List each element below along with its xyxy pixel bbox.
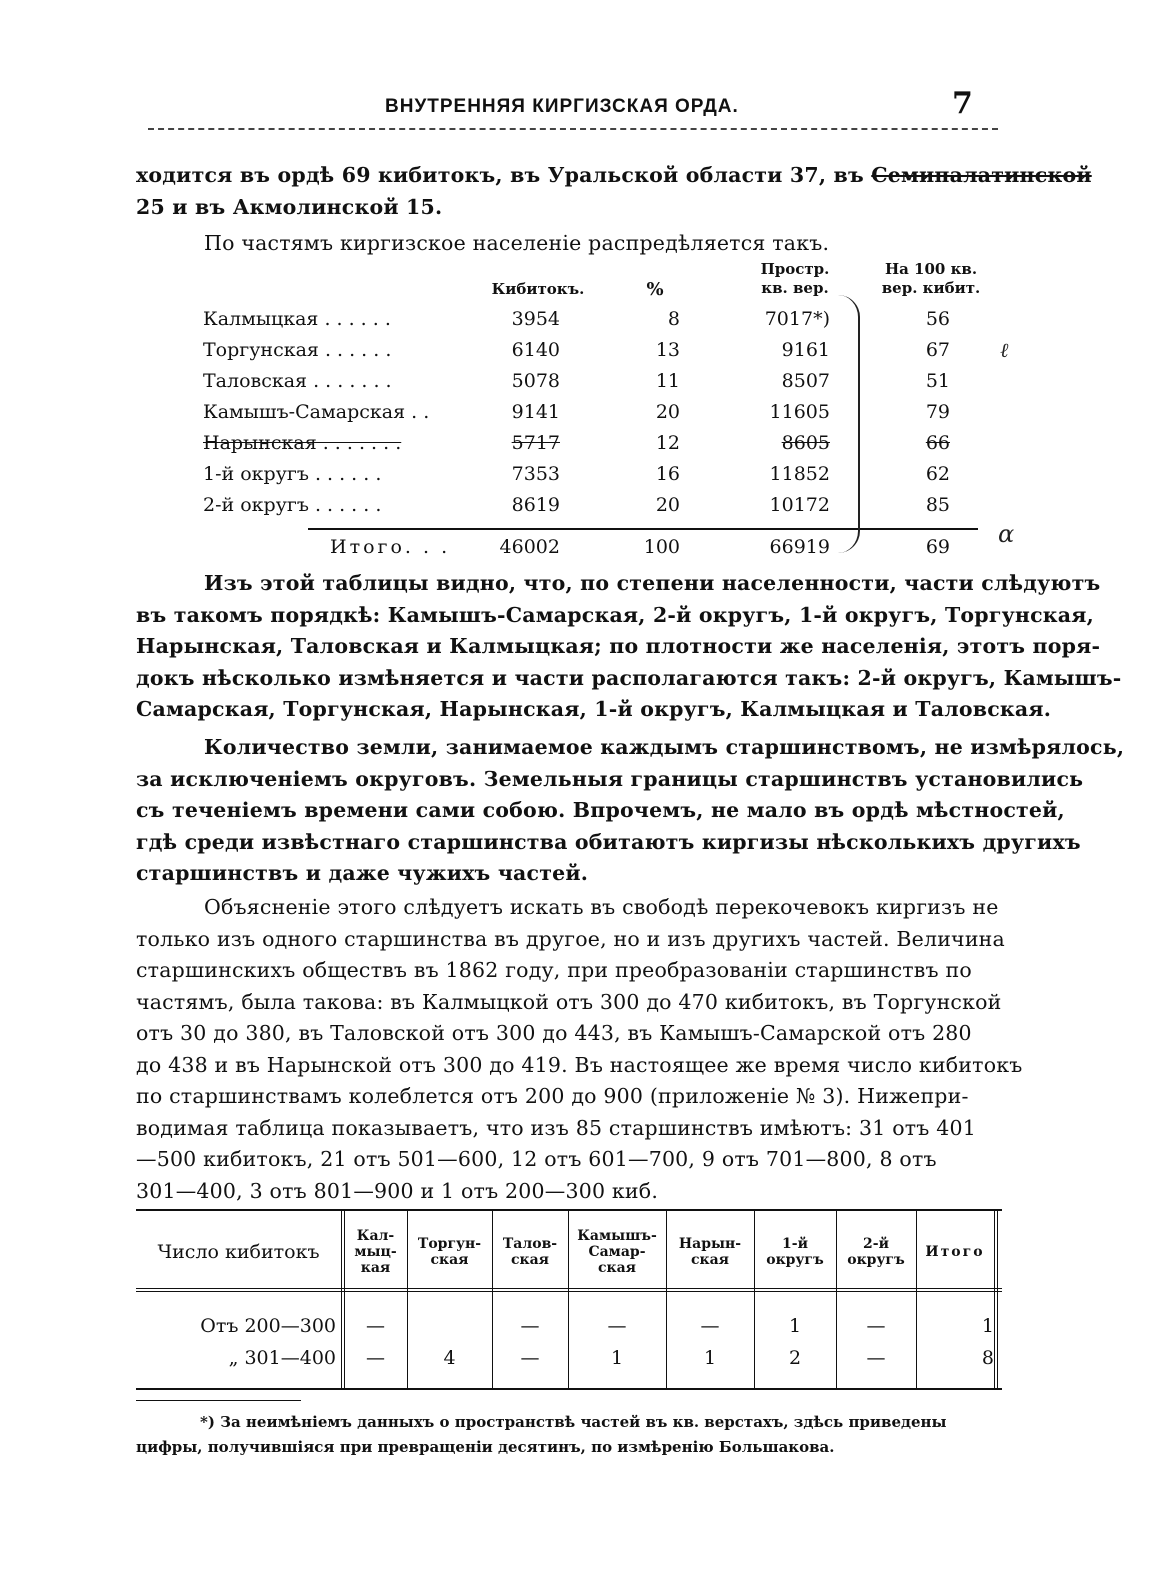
- row-kibitok: 3954: [511, 308, 560, 330]
- intro-line-2: 25 и въ Акмолинской 15.: [136, 194, 443, 219]
- cell: 8: [981, 1347, 994, 1369]
- col-header-count: Число кибитокъ: [157, 1241, 320, 1263]
- row-percent: 13: [655, 339, 680, 361]
- cell: —: [366, 1347, 385, 1369]
- col-header-total: Итого: [925, 1244, 985, 1260]
- row-kibitok: 9141: [511, 401, 560, 423]
- table-row: [200, 308, 1000, 338]
- cell: 1: [703, 1347, 717, 1369]
- row-name: 1-й округъ . . . . . .: [203, 463, 382, 485]
- col-header-naryn: Нарын- ская: [678, 1236, 742, 1268]
- cell: 4: [443, 1347, 456, 1369]
- row-label: Отъ 200—300: [200, 1315, 336, 1337]
- row-density: 85: [925, 494, 950, 516]
- row-area: 8605: [781, 432, 830, 454]
- row-percent: 20: [655, 401, 680, 423]
- intro-line-1-text: ходится въ ордѣ 69 кибитокъ, въ Уральской области 37, въ: [136, 163, 872, 187]
- column-divider: [994, 1211, 998, 1388]
- margin-pencil-mark: ℓ: [1000, 338, 1009, 362]
- row-name: Камышъ-Самарская . .: [203, 401, 430, 423]
- footnote-line-1: *) За неимѣніемъ данныхъ о пространствѣ частей въ кв. верстахъ, здѣсь приведены: [200, 1413, 947, 1431]
- row-area: 8507: [781, 370, 830, 392]
- paragraph-explanation: [136, 892, 1023, 1207]
- total-percent: 100: [643, 536, 680, 558]
- cell: —: [520, 1315, 540, 1337]
- table-header-rule: [136, 1288, 1002, 1292]
- table-row-struck: [200, 432, 1000, 462]
- col-header-okrug2: 2-й округъ: [847, 1236, 905, 1268]
- row-kibitok: 8619: [511, 494, 560, 516]
- table-row: [200, 463, 1000, 493]
- intro-line-1-struck: Семипалатинской: [871, 163, 1092, 187]
- row-kibitok: 5717: [511, 432, 560, 454]
- row-density: 56: [925, 308, 950, 330]
- text-line: за исключеніемъ округовъ. Земельныя границы старшинствъ установились: [136, 766, 1084, 791]
- col-header-talov: Талов- ская: [502, 1236, 558, 1268]
- text-line: Нарынская, Таловская и Калмыцкая; по плотности же населенія, этотъ поря-: [136, 634, 1101, 658]
- footnote-rule: [136, 1400, 301, 1401]
- col-header-density: [876, 260, 986, 298]
- page-number: 7: [952, 86, 973, 121]
- row-area: 7017*): [764, 308, 830, 330]
- row-name: 2-й округъ . . . . . .: [203, 494, 382, 516]
- total-kibitok: 46002: [499, 536, 560, 558]
- row-name: Нарынская . . . . . . .: [203, 432, 402, 454]
- table-row: [200, 339, 1000, 369]
- col-header-kibitok: Кибитокъ.: [491, 280, 585, 298]
- row-percent: 11: [655, 370, 680, 392]
- cell: 1: [610, 1347, 624, 1369]
- table-row: [200, 494, 1000, 524]
- text-line: 301—400, 3 отъ 801—900 и 1 отъ 200—300 киб.: [136, 1178, 659, 1203]
- row-percent: 12: [655, 432, 680, 454]
- row-kibitok: 7353: [511, 463, 560, 485]
- table-lead-text: По частямъ киргизское населеніе распредѣляется такъ.: [204, 231, 830, 255]
- text-line: до 438 и въ Нарынской отъ 300 до 419. Въ настоящее же время число кибитокъ: [136, 1052, 1023, 1077]
- paragraph-land: [136, 732, 1125, 890]
- text-line: докъ нѣсколько измѣняется и части располагаются такъ: 2-й округъ, Камышъ-: [136, 665, 1122, 690]
- text-line: Объясненіе этого слѣдуетъ искать въ свободѣ перекочевокъ киргизъ не: [204, 895, 999, 919]
- text-line: Количество земли, занимаемое каждымъ старшинствомъ, не измѣрялось,: [204, 735, 1125, 759]
- table-total-row: [200, 536, 1000, 566]
- text-line: Изъ этой таблицы видно, что, по степени населенности, части слѣдуютъ: [204, 571, 1101, 595]
- row-density: 62: [925, 463, 950, 485]
- row-percent: 8: [667, 308, 680, 330]
- row-name: Торгунская . . . . . .: [203, 339, 392, 361]
- total-area: 66919: [769, 536, 830, 558]
- cell: 1: [981, 1315, 994, 1337]
- text-line: по старшинствамъ колеблется отъ 200 до 900 (приложеніе № 3). Нижепри-: [136, 1084, 969, 1108]
- running-header-title: ВНУТРЕННЯЯ КИРГИЗСКАЯ ОРДА.: [385, 96, 739, 117]
- col-header-density-line2: вер. кибит.: [881, 279, 981, 297]
- text-line: водимая таблица показываетъ, что изъ 85 старшинствъ имѣютъ: 31 отъ 401: [136, 1115, 976, 1140]
- cell: —: [866, 1347, 886, 1369]
- text-line: только изъ одного старшинства въ другое, но и изъ другихъ частей. Величина: [136, 926, 1005, 951]
- intro-paragraph: [136, 160, 1092, 223]
- row-area: 11605: [769, 401, 830, 423]
- total-label: Итого. . .: [330, 536, 451, 558]
- col-header-okrug1: 1-й округъ: [766, 1236, 824, 1268]
- col-header-density-line1: На 100 кв.: [884, 260, 978, 278]
- footnote: [136, 1410, 1002, 1460]
- text-line: старшинскихъ обществъ въ 1862 году, при преобразованіи старшинствъ по: [136, 958, 972, 982]
- col-header-area-line1: Простр.: [760, 260, 830, 278]
- row-density: 79: [925, 401, 950, 423]
- margin-pencil-mark: ɑ: [998, 520, 1015, 548]
- cell: —: [366, 1315, 385, 1337]
- text-line: —500 кибитокъ, 21 отъ 501—600, 12 отъ 601—700, 9 отъ 701—800, 8 отъ: [136, 1147, 937, 1171]
- row-name: Таловская . . . . . . .: [203, 370, 392, 392]
- text-line: старшинствъ и даже чужихъ частей.: [136, 861, 589, 885]
- row-percent: 16: [655, 463, 680, 485]
- row-density: 67: [925, 339, 950, 361]
- cell: —: [866, 1315, 886, 1337]
- table-lead: [136, 228, 1006, 260]
- text-line: Самарская, Торгунская, Нарынская, 1-й округъ, Калмыцкая и Таловская.: [136, 697, 1052, 721]
- row-kibitok: 5078: [511, 370, 560, 392]
- footnote-line-2: цифры, получившіяся при превращеніи десятинъ, по измѣренію Большакова.: [136, 1438, 835, 1456]
- cell: —: [700, 1315, 720, 1337]
- row-density: 51: [925, 370, 950, 392]
- row-label: „ 301—400: [228, 1347, 336, 1369]
- col-header-kalmyk: Кал- мыц- кая: [354, 1228, 397, 1276]
- row-percent: 20: [655, 494, 680, 516]
- text-line: отъ 30 до 380, въ Таловской отъ 300 до 443, въ Камышъ-Самарской отъ 280: [136, 1021, 972, 1045]
- cell: 1: [788, 1315, 802, 1337]
- table-row: [200, 401, 1000, 431]
- table-row: [200, 370, 1000, 400]
- total-rule: [308, 528, 978, 530]
- paragraph-order: [136, 568, 1122, 726]
- text-line: частямъ, была такова: въ Калмыцкой отъ 300 до 470 кибитокъ, въ Торгунской: [136, 989, 1002, 1014]
- row-kibitok: 6140: [511, 339, 560, 361]
- header-rule: [148, 128, 998, 130]
- col-header-percent: %: [646, 279, 664, 300]
- kibitok-size-table: [136, 1209, 1002, 1390]
- col-header-area-line2: кв. вер.: [761, 279, 829, 297]
- col-header-torgun: Торгун- ская: [417, 1236, 482, 1268]
- cell: 2: [788, 1347, 802, 1369]
- col-header-kamysh: Камышъ- Самар- ская: [577, 1228, 657, 1276]
- handwritten-brace: [838, 295, 860, 553]
- row-area: 10172: [769, 494, 830, 516]
- row-area: 11852: [769, 463, 830, 485]
- text-line: въ такомъ порядкѣ: Камышъ-Самарская, 2-й округъ, 1-й округъ, Торгунская,: [136, 602, 1094, 627]
- col-header-area: [750, 260, 840, 298]
- row-name: Калмыцкая . . . . . .: [203, 308, 391, 330]
- text-line: гдѣ среди извѣстнаго старшинства обитаютъ киргизы нѣсколькихъ другихъ: [136, 829, 1081, 854]
- row-area: 9161: [781, 339, 830, 361]
- cell: —: [607, 1315, 627, 1337]
- intro-line-1: [136, 160, 1092, 192]
- cell: —: [520, 1347, 540, 1369]
- text-line: съ теченіемъ времени сами собою. Впрочемъ, не мало въ ордѣ мѣстностей,: [136, 798, 1065, 822]
- row-density: 66: [925, 432, 950, 454]
- total-density: 69: [925, 536, 950, 558]
